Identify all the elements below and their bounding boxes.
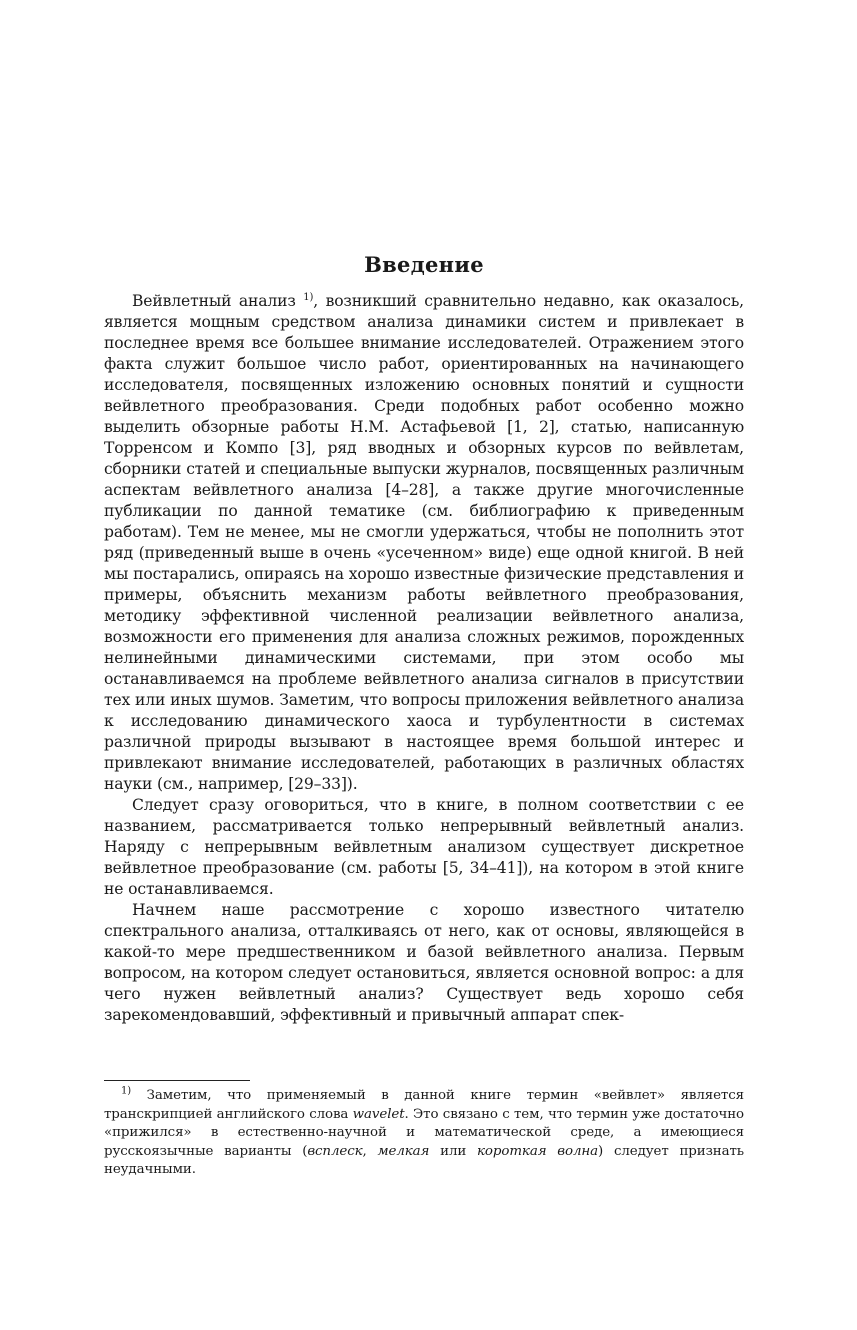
footnote-reference[interactable]: 1)	[303, 291, 314, 303]
footnote-text: ) следует признать неудачными.	[104, 1143, 744, 1177]
footnote-text: . Это связано с тем, что термин уже достаточно «прижился» в естественно-научной и математической среде, а имеющиеся русскоязычные варианты (	[104, 1106, 744, 1159]
footnote-1	[104, 1087, 744, 1180]
paragraph-2: Следует сразу оговориться, что в книге, в полном соответствии с ее названием, рассматривается только непрерывный вейвлетный анализ. Наряду с непрерывным вейвлетным анализом существует дискретное вейвлетное преобразование (см. работы [5, 34–41]), на котором в этой книге не останавливаемся.	[104, 796, 744, 898]
footnotes	[104, 1080, 744, 1180]
paragraph-1	[104, 291, 744, 795]
body-text	[104, 291, 744, 1026]
footnote-text: ,	[362, 1143, 378, 1159]
footnote-italic-term: всплеск	[307, 1143, 363, 1159]
footnote-italic-term: мелкая	[377, 1143, 430, 1159]
footnote-text: или	[429, 1143, 478, 1159]
footnote-text: Заметим, что применяемый в данной книге термин «вейвлет» является транскрипцией английского слова	[104, 1088, 744, 1122]
paragraph-1-start: Вейвлетный анализ	[132, 292, 304, 310]
footnote-mark: 1)	[121, 1085, 132, 1097]
paragraph-1-rest: , возникший сравнительно недавно, как оказалось, является мощным средством анализа динамики систем и привлекает в последнее время все большее внимание исследователей. Отражением этого факта служит большое число работ, ориентированных на начинающего исследователя, посвященных изложению основных понятий и сущности вейвлетного преобразования. Среди подобных работ особенно можно выделить обзорные работы Н.М. Астафьевой [1, 2], статью, написанную Торренсом и Компо [3], ряд вводных и обзорных курсов по вейвлетам, сборники статей и специальные выпуски журналов, посвященных различным аспектам вейвлетного анализа [4–28], а также другие многочисленные публикации по данной тематике (см. библиографию к приведенным работам). Тем не менее, мы не смогли удержаться, чтобы не пополнить этот ряд (приведенный выше в очень «усеченном» виде) еще одной книгой. В ней мы постарались, опираясь на хорошо известные физические представления и примеры, объяснить механизм работы вейвлетного преобразования, методику эффективной численной реализации вейвлетного анализа, возможности его применения для анализа сложных режимов, порожденных нелинейными динамическими системами, при этом особо мы останавливаемся на проблеме вейвлетного анализа сигналов в присутствии тех или иных шумов. Заметим, что вопросы приложения вейвлетного анализа к исследованию динамического хаоса и турбулентности в системах различной природы вызывают в настоящее время большой интерес и привлекают внимание исследователей, работающих в различных областях науки (см., например, [29–33]).	[104, 292, 744, 793]
page-content	[104, 252, 744, 1026]
footnote-italic-wavelet: wavelet	[352, 1106, 405, 1122]
paragraph-3: Начнем наше рассмотрение с хорошо известного читателю спектрального анализа, отталкиваясь от него, как от основы, являющейся в какой-то мере предшественником и базой вейвлетного анализа. Первым вопросом, на котором следует остановиться, является основной вопрос: а для чего нужен вейвлетный анализ? Существует ведь хорошо себя зарекомендовавший, эффективный и привычный аппарат спек-	[104, 901, 744, 1024]
footnote-italic-term: короткая волна	[477, 1143, 598, 1159]
footnote-rule	[104, 1080, 250, 1081]
chapter-title: Введение	[364, 252, 484, 277]
